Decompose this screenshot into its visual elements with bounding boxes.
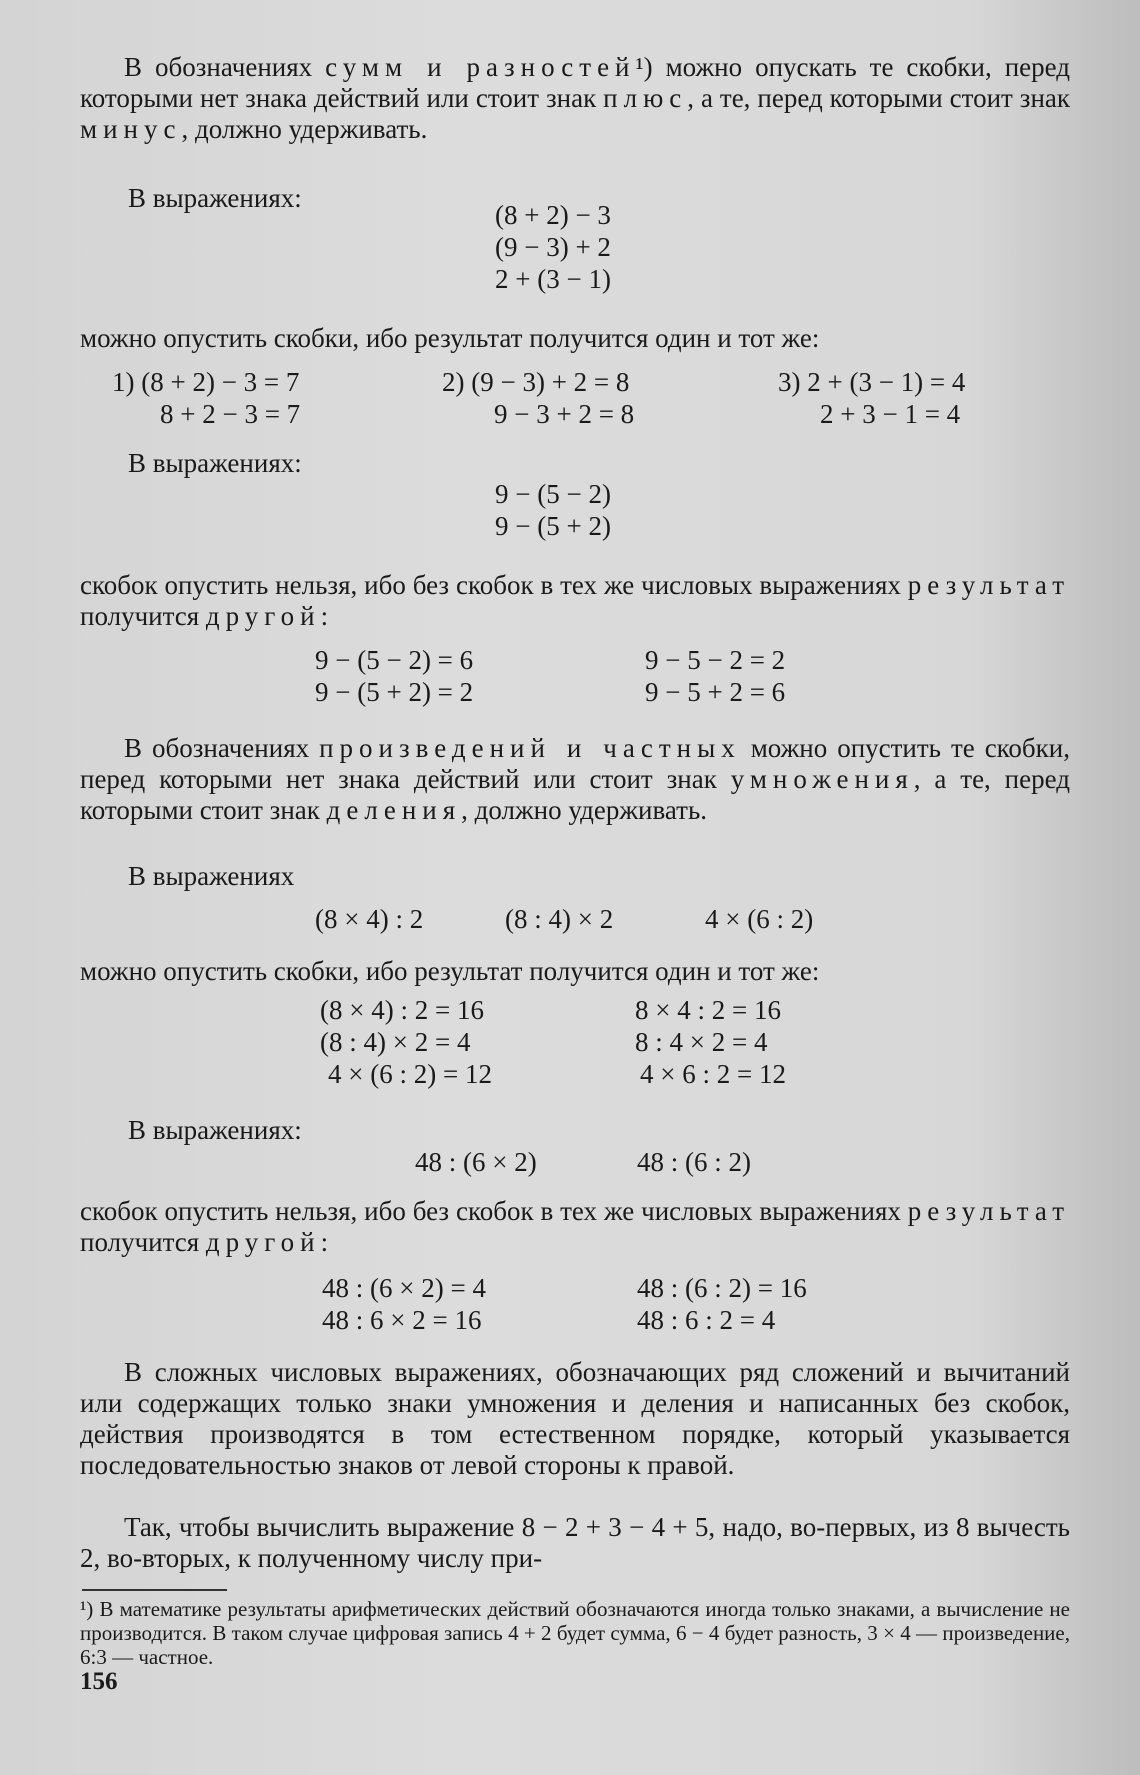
- result-9a: 48 : (6 : 2) = 16: [637, 1273, 807, 1303]
- paragraph-sums: В обозначениях сумм и разностей¹) можно опускать те скобки, перед которыми нет знака действий или стоит знак плюс, а те, перед которыми стоит знак минус, должно удерживать.: [80, 52, 1070, 144]
- expression-1: (8 + 2) − 3: [495, 200, 611, 230]
- result-5b: 9 − 5 + 2 = 6: [645, 677, 786, 707]
- label-expressions-2: В выражениях:: [128, 448, 302, 478]
- result-1a: 1) (8 + 2) − 3 = 7: [112, 367, 300, 397]
- result-8b: 48 : 6 × 2 = 16: [322, 1305, 482, 1335]
- result-7b: 8 : 4 × 2 = 4: [635, 1027, 768, 1057]
- expression-8: 4 × (6 : 2): [705, 904, 814, 934]
- paragraph-order: В сложных числовых выражениях, обозначающих ряд сложений и вычитаний или содержащих только знаки умножения и деления и написанных без скобок, действия производятся в том естественном порядке, который указывается последовательностью знаков от левой стороны к правой.: [80, 1357, 1070, 1480]
- result-9b: 48 : 6 : 2 = 4: [637, 1305, 776, 1335]
- result-1b: 8 + 2 − 3 = 7: [160, 399, 301, 429]
- result-6a: (8 × 4) : 2 = 16: [320, 995, 484, 1025]
- expression-10: 48 : (6 : 2): [637, 1147, 751, 1177]
- result-4a: 9 − (5 − 2) = 6: [315, 645, 474, 675]
- result-7a: 8 × 4 : 2 = 16: [635, 995, 781, 1025]
- expression-9: 48 : (6 × 2): [415, 1147, 537, 1177]
- result-2a: 2) (9 − 3) + 2 = 8: [442, 367, 630, 397]
- result-8a: 48 : (6 × 2) = 4: [322, 1273, 486, 1303]
- label-expressions-4: В выражениях:: [128, 1115, 302, 1145]
- result-5a: 9 − 5 − 2 = 2: [645, 645, 786, 675]
- result-3a: 3) 2 + (3 − 1) = 4: [778, 367, 966, 397]
- result-2b: 9 − 3 + 2 = 8: [494, 399, 635, 429]
- expression-2: (9 − 3) + 2: [495, 232, 611, 262]
- result-7c: 4 × 6 : 2 = 12: [640, 1059, 786, 1089]
- cannot-remove-paragraph-1: скобок опустить нельзя, ибо без скобок в тех же числовых выражениях результат получится другой:: [80, 570, 1070, 631]
- paragraph-example: Так, чтобы вычислить выражение 8 − 2 + 3 − 4 + 5, надо, во-первых, из 8 вычесть 2, во-вторых, к полученному числу при-: [80, 1512, 1070, 1573]
- same-result-line-1: можно опустить скобки, ибо результат получится один и тот же:: [80, 323, 820, 353]
- page-number: 156: [80, 1668, 118, 1695]
- label-expressions-3: В выражениях: [128, 861, 295, 891]
- footnote-divider: [82, 1589, 227, 1591]
- footnote: ¹) В математике результаты арифметических действий обозначаются иногда только знаками, а вычисление не производится. В таком случае цифровая запись 4 + 2 будет сумма, 6 − 4 будет разность, 3 × 4 — произведение, 6:3 — частное.: [80, 1597, 1070, 1669]
- expression-4: 9 − (5 − 2): [495, 479, 611, 509]
- label-expressions-1: В выражениях:: [128, 183, 302, 213]
- result-6c: 4 × (6 : 2) = 12: [328, 1059, 492, 1089]
- cannot-remove-paragraph-2: скобок опустить нельзя, ибо без скобок в тех же числовых выражениях результат получится другой:: [80, 1196, 1070, 1257]
- result-6b: (8 : 4) × 2 = 4: [320, 1027, 471, 1057]
- result-4b: 9 − (5 + 2) = 2: [315, 677, 474, 707]
- expression-6: (8 × 4) : 2: [315, 904, 424, 934]
- expression-5: 9 − (5 + 2): [495, 511, 611, 541]
- expression-7: (8 : 4) × 2: [505, 904, 614, 934]
- same-result-line-2: можно опустить скобки, ибо результат получится один и тот же:: [80, 956, 820, 986]
- paragraph-products: В обозначениях произведений и частных можно опустить те скобки, перед которыми нет знака действий или стоит знак умножения, а те, перед которыми стоит знак деления, должно удерживать.: [80, 733, 1070, 825]
- result-3b: 2 + 3 − 1 = 4: [820, 399, 961, 429]
- expression-3: 2 + (3 − 1): [495, 264, 611, 294]
